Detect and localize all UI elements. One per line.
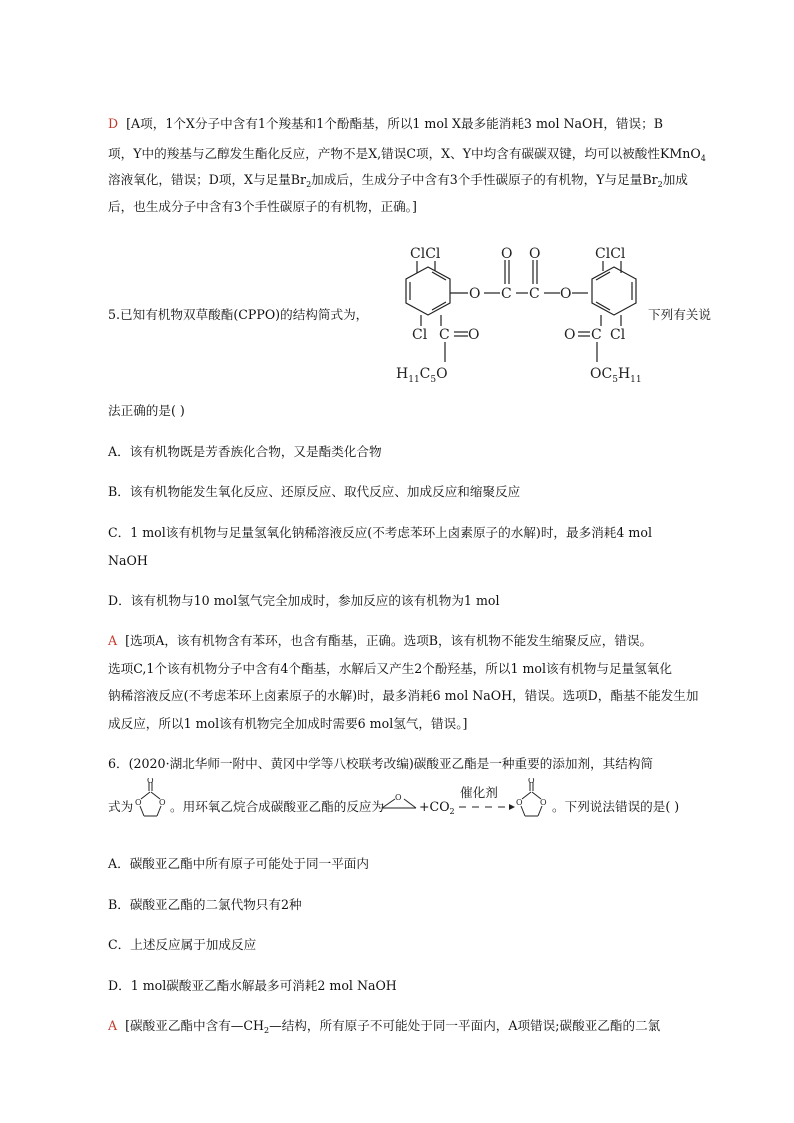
q5-stem-cont: 法正确的是( )	[108, 403, 185, 418]
svg-text:O: O	[135, 798, 142, 807]
q6-stem-line1: 6．(2020·湖北华师一附中、黄冈中学等八校联考改编)碳酸亚乙酯是一种重要的添加剂，其结构简	[108, 756, 654, 771]
q5-option-a: A．该有机物既是芳香族化合物，又是酯类化合物	[108, 444, 382, 459]
q4-answer-line4: 后，也生成分子中含有3个手性碳原子的有机物，正确。]	[108, 199, 417, 214]
q5-answer-line2: 选项C,1个该有机物分子中含有4个酯基，水解后又产生2个酚羟基，所以1 mol该有机物与足量氢氧化	[108, 661, 672, 676]
q6-stem-line2-c: 。下列说法错误的是( )	[552, 799, 680, 814]
catalyst-label: 催化剂	[460, 785, 498, 800]
svg-text:Cl: Cl	[412, 327, 428, 343]
svg-text:O: O	[468, 327, 480, 343]
q5-answer-line1: A [选项A，该有机物含有苯环，也含有酯基，正确。选项B，该有机物不能发生缩聚反应，错误。	[108, 633, 653, 648]
h11c5o-group: $H_{11}C_5O$	[396, 366, 448, 385]
dashed-arrow	[457, 802, 517, 812]
ethylene-carbonate-product	[514, 778, 550, 822]
svg-text:C: C	[439, 327, 450, 343]
svg-text:C: C	[591, 327, 602, 343]
q6-stem-line2-b: 。用环氧乙烷合成碳酸亚乙酯的反应为	[170, 799, 385, 814]
svg-text:C: C	[529, 286, 540, 302]
answer-letter: A	[108, 1018, 118, 1033]
svg-text:O: O	[147, 778, 154, 785]
svg-text:O: O	[469, 286, 481, 302]
q5-answer-line3: 钠稀溶液反应(不考虑苯环上卤素原子的水解)时，最多消耗6 mol NaOH，错误。选项D，酯基不能发生加	[108, 688, 699, 703]
q6-answer-line1: A [碳酸亚乙酯中含有$—CH_2—$结构，所有原子不可能处于同一平面内，A项错误;碳酸亚乙酯的二氯	[108, 1018, 661, 1035]
cl-top-left: ClCl	[410, 246, 441, 262]
svg-text:O: O	[395, 793, 402, 802]
answer-letter: A	[108, 633, 118, 648]
q4-answer-line1: D [A项，1个X分子中含有1个羧基和1个酚酯基，所以1 mol X最多能消耗3 mol NaOH，错误；B	[108, 116, 663, 131]
cl-top-right: ClCl	[595, 246, 626, 262]
svg-text:O: O	[529, 246, 541, 262]
svg-text:O: O	[540, 798, 547, 807]
ethylene-oxide-structure	[380, 790, 420, 814]
svg-text:O: O	[501, 246, 513, 262]
q6-option-b: B．碳酸亚乙酯的二氯代物只有2种	[108, 897, 302, 912]
answer-letter: D	[108, 116, 119, 131]
svg-text:O: O	[528, 778, 535, 785]
svg-text:Cl: Cl	[610, 327, 626, 343]
q5-option-c: C．1 mol该有机物与足量氢氧化钠稀溶液反应(不考虑苯环上卤素原子的水解)时，最多消耗4 mol	[108, 525, 652, 540]
svg-text:C: C	[501, 286, 512, 302]
left-benzene-ring	[406, 267, 450, 315]
q5-option-d: D．该有机物与10 mol氢气完全加成时，参加反应的该有机物为1 mol	[108, 593, 500, 608]
q5-stem: 5.已知有机物双草酸酯(CPPO)的结构简式为，	[108, 307, 369, 322]
q5-option-b: B．该有机物能发生氧化反应、还原反应、取代反应、加成反应和缩聚反应	[108, 484, 521, 499]
oc5h11-group: $OC_5H_{11}$	[590, 366, 642, 385]
q4-answer-line3: 溶液氧化，错误；D项，X与足量$Br_2$加成后，生成分子中含有3个手性碳原子的有机物，Y与足量$Br_2$加成	[108, 172, 688, 189]
svg-text:O: O	[560, 286, 572, 302]
q5-option-c-cont: NaOH	[108, 553, 148, 568]
q6-stem-line2-a: 式为	[108, 799, 134, 814]
q6-option-d: D．1 mol碳酸亚乙酯水解最多可消耗2 mol NaOH	[108, 978, 397, 993]
svg-text:O: O	[516, 798, 523, 807]
right-benzene-ring	[592, 267, 636, 315]
svg-text:O: O	[564, 327, 576, 343]
cppo-structure	[388, 238, 660, 388]
svg-text:O: O	[159, 798, 166, 807]
ethylene-carbonate-structure	[133, 778, 169, 822]
q6-plus-co2: $+CO_2$	[419, 799, 455, 816]
q4-answer-line2: 项，Y中的羧基与乙醇发生酯化反应，产物不是X,错误C项，X、Y中均含有碳碳双键，均可以被酸性KMnO$_4$	[108, 146, 706, 163]
q5-answer-line4: 成反应，所以1 mol该有机物完全加成时需要6 mol氢气，错误。]	[108, 716, 468, 731]
q6-option-c: C．上述反应属于加成反应	[108, 937, 257, 952]
q5-stem-right: 下列有关说	[648, 307, 711, 322]
q6-option-a: A．碳酸亚乙酯中所有原子可能处于同一平面内	[108, 856, 369, 871]
